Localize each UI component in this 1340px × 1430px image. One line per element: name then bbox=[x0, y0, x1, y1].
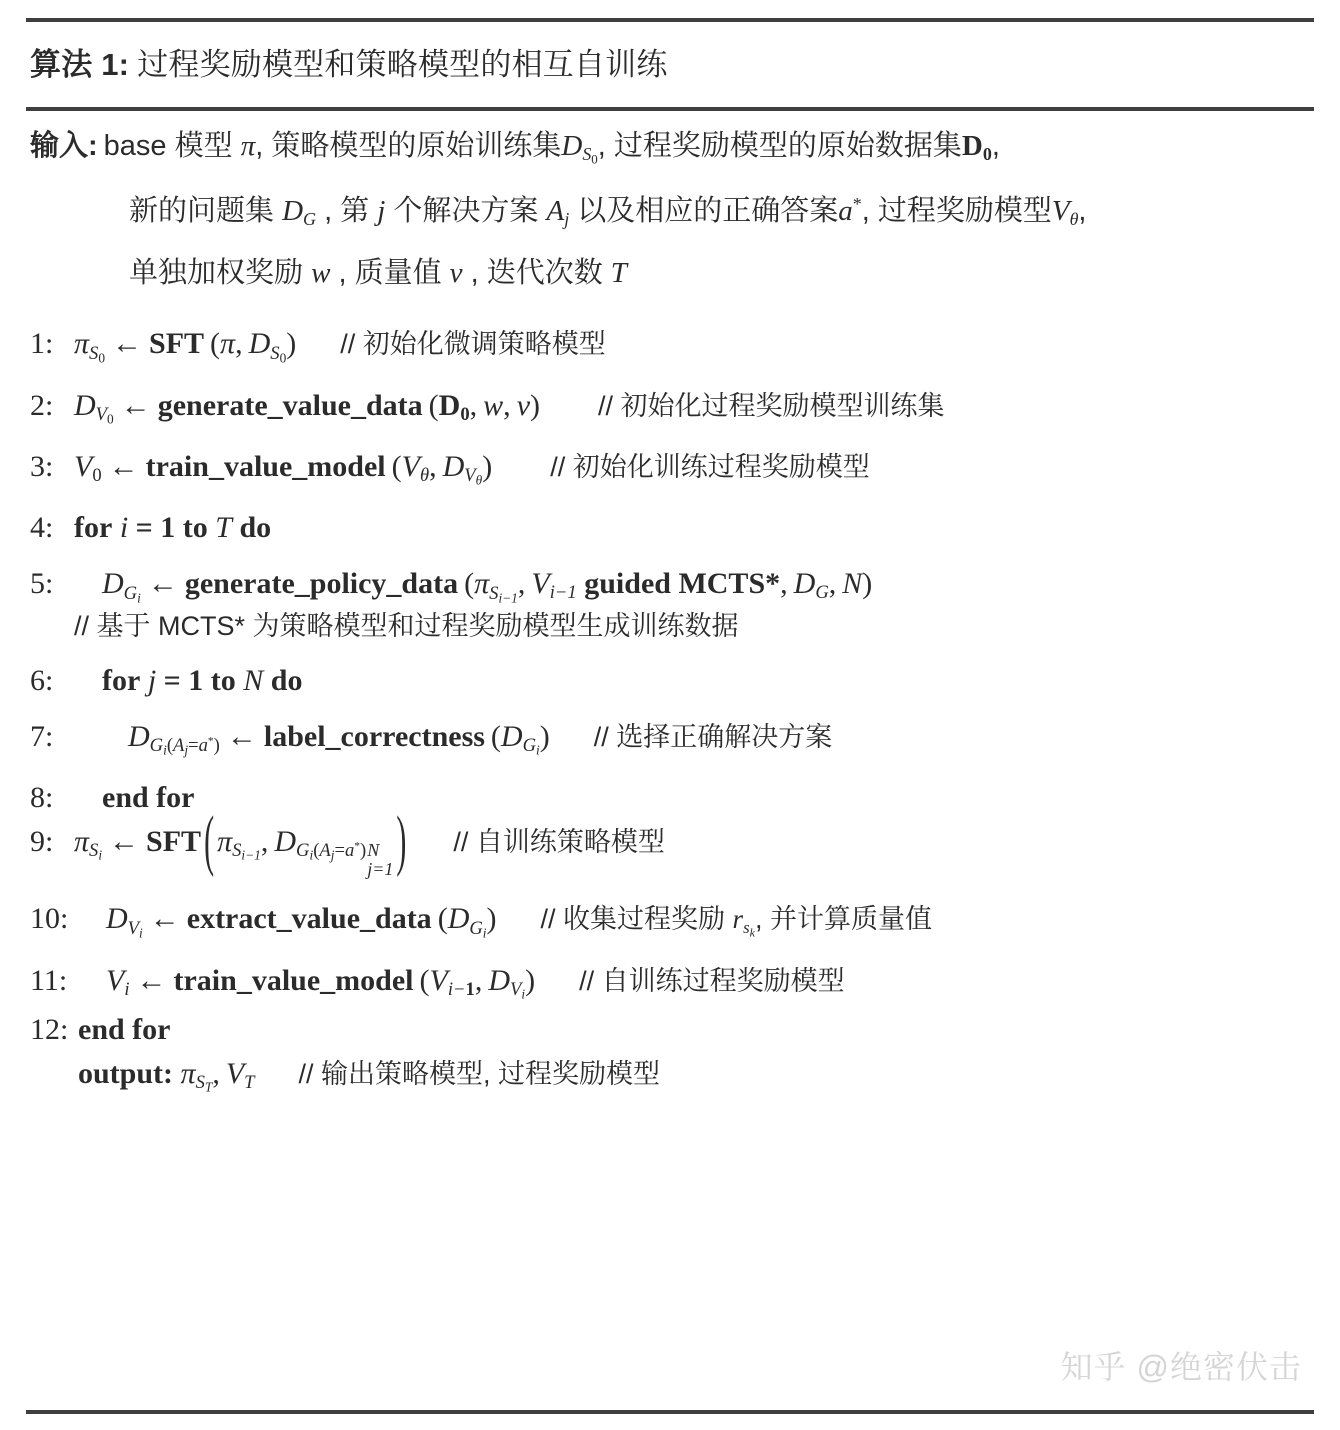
spacer bbox=[26, 878, 1314, 904]
step-line-5-comment-row bbox=[26, 610, 1314, 641]
step-line-4 bbox=[26, 513, 1314, 543]
step-number-8: 8: bbox=[30, 781, 54, 815]
input-text-2a: 新的问题集 bbox=[129, 195, 275, 228]
mcts-label-1: MCTS* bbox=[678, 567, 781, 601]
for-keyword-2: for bbox=[102, 663, 141, 697]
step-code-11: $V_i$ ← train_value_model ($V_{i-1}$, $D_{V_i}$) bbox=[106, 963, 536, 1002]
to-keyword-1: to bbox=[182, 511, 208, 545]
j-symbol-1: j bbox=[377, 195, 386, 228]
arrow-icon: ← bbox=[108, 450, 139, 484]
spacer bbox=[26, 365, 1314, 391]
step-number-12: 12: bbox=[30, 1013, 69, 1047]
input-text-2c: 个解决方案 bbox=[393, 195, 539, 228]
input-line-3 bbox=[26, 258, 1314, 288]
input-line-2 bbox=[26, 195, 1314, 229]
step-code-3: $V_0$ ← train_value_model ($V_\theta$, $D_{V_\theta}$) bbox=[74, 450, 493, 489]
w-symbol-1: w bbox=[311, 257, 331, 290]
arrow-icon: ← bbox=[120, 388, 151, 422]
input-block bbox=[26, 111, 1314, 288]
spacer bbox=[26, 426, 1314, 452]
page-title: 过程奖励模型和策略模型的相互自训练 bbox=[137, 47, 668, 82]
step-code-4: for i = 1 to T do bbox=[74, 511, 272, 545]
arrow-icon: ← bbox=[109, 825, 140, 859]
to-keyword-2: to bbox=[210, 663, 236, 697]
spacer bbox=[26, 940, 1314, 966]
guided-keyword: guided bbox=[584, 567, 671, 601]
step-line-11 bbox=[26, 963, 1314, 1002]
n-j-limits: N j=1 bbox=[367, 840, 394, 880]
pi-symbol-1: π bbox=[240, 130, 256, 162]
train-value-model-label-2: train_value_model bbox=[173, 963, 414, 997]
step-number-7: 7: bbox=[30, 719, 54, 753]
rule-bottom bbox=[26, 1410, 1314, 1414]
a-j-symbol-1: $A_j$ bbox=[546, 195, 570, 230]
d-s0-symbol: $D_{S_0}$ bbox=[561, 130, 598, 167]
spacer bbox=[26, 1001, 1314, 1015]
spacer bbox=[26, 757, 1314, 783]
step-code-5: $D_{G_i}$ ← generate_policy_data ($\pi_{S_{i-1}}$, $V_{i-1}$ guided MCTS*, $D_G$, N) bbox=[102, 567, 873, 606]
do-keyword-2: do bbox=[270, 663, 303, 697]
input-text-2b: , 第 bbox=[324, 195, 370, 228]
step-comment-10-part1: // 收集过程奖励 bbox=[540, 904, 726, 935]
step-comment-10-part2: , 并计算质量值 bbox=[754, 904, 932, 935]
output-line bbox=[26, 1059, 1314, 1094]
algorithm-card bbox=[0, 18, 1340, 1430]
step-comment-2: // 初始化过程奖励模型训练集 bbox=[598, 390, 945, 421]
step-comment-11: // 自训练过程奖励模型 bbox=[579, 965, 845, 996]
label-correctness-label: label_correctness bbox=[263, 719, 485, 753]
algorithm-title-label: 算法 1: bbox=[30, 47, 130, 82]
output-code: output: $\pi_{S_T}$, $V_T$ bbox=[78, 1057, 255, 1096]
for-keyword-1: for bbox=[74, 511, 113, 545]
arrow-icon: ← bbox=[149, 902, 180, 936]
input-line-2-text bbox=[129, 195, 1086, 229]
arrow-icon: ← bbox=[147, 567, 178, 601]
input-text-2f: , bbox=[1078, 195, 1087, 228]
sft-label-2: SFT bbox=[146, 825, 202, 859]
step-line-9 bbox=[26, 803, 1314, 880]
step-comment-5: // 基于 MCTS* 为策略模型和过程奖励模型生成训练数据 bbox=[74, 610, 739, 641]
input-text-2e: , 过程奖励模型 bbox=[861, 195, 1052, 228]
step-line-6 bbox=[26, 663, 1314, 697]
end-for-keyword-1: end for bbox=[102, 781, 195, 815]
watermark: 知乎 @绝密伏击 bbox=[1060, 1349, 1302, 1385]
step-code-7: $D_{G_i(A_j=a^*)}$ ← label_correctness $(D_{G_i})$ bbox=[128, 719, 550, 758]
step-comment-1: // 初始化微调策略模型 bbox=[340, 329, 606, 360]
input-text-3a: 单独加权奖励 bbox=[129, 257, 304, 290]
sft-label-1: SFT bbox=[149, 327, 205, 361]
t-symbol-1: T bbox=[610, 257, 627, 290]
step-comment-10: // 收集过程奖励 $r_{s_k}$, 并计算质量值 bbox=[540, 904, 932, 940]
step-comment-7: // 选择正确解决方案 bbox=[593, 721, 833, 752]
step-number-5: 5: bbox=[30, 567, 54, 601]
train-value-model-label-1: train_value_model bbox=[145, 450, 386, 484]
input-line-1-text bbox=[104, 131, 1000, 166]
step-number-9: 9: bbox=[30, 825, 54, 859]
step-line-1 bbox=[26, 329, 1314, 364]
step-line-8 bbox=[26, 783, 1314, 813]
step-number-10: 10: bbox=[30, 902, 69, 936]
output-label: output: bbox=[78, 1057, 174, 1091]
step-line-10 bbox=[26, 904, 1314, 939]
spacer bbox=[26, 640, 1314, 666]
input-text-1d: , 过程奖励模型的原始数据集 bbox=[597, 130, 962, 162]
extract-value-data-label: extract_value_data bbox=[186, 902, 432, 936]
d0-symbol: $D_0$ bbox=[961, 130, 992, 165]
input-label: 输入: bbox=[30, 130, 98, 162]
step-line-7 bbox=[26, 719, 1314, 758]
v-symbol-1: v bbox=[449, 257, 463, 290]
step-code-12 bbox=[78, 1015, 171, 1045]
spacer bbox=[26, 487, 1314, 513]
step-code-2: $D_{V_0}$ ← generate_value_data ($D_0$, w, v) bbox=[74, 388, 541, 427]
arrow-icon: ← bbox=[226, 719, 257, 753]
base-word: base bbox=[103, 130, 167, 162]
step-code-9: $\pi_{S_i}$ ← SFT ( $\pi_{S_{i-1}}$, $D_{G_i(A_j=a^*)}$ N j=1 ) bbox=[74, 803, 407, 880]
step-comment-9: // 自训练策略模型 bbox=[453, 827, 665, 858]
step-code-10: $D_{V_i}$ ← extract_value_data $(D_{G_i})$ bbox=[106, 902, 497, 941]
step-code-8 bbox=[74, 783, 195, 813]
output-comment: // 输出策略模型, 过程奖励模型 bbox=[298, 1059, 661, 1090]
step-number-3: 3: bbox=[30, 450, 54, 484]
step-number-6: 6: bbox=[30, 663, 54, 697]
a-star-symbol-1: a* bbox=[838, 194, 862, 228]
step-line-5 bbox=[26, 569, 1314, 604]
input-text-3b: , 质量值 bbox=[338, 257, 442, 290]
algorithm-steps bbox=[26, 317, 1314, 1094]
generate-policy-data-label: generate_policy_data bbox=[184, 567, 459, 601]
model-word-1: 模型 bbox=[174, 130, 233, 162]
step-number-4: 4: bbox=[30, 511, 54, 545]
step-line-12 bbox=[26, 1015, 1314, 1045]
v-theta-symbol-1: $V_\theta$ bbox=[1051, 195, 1079, 230]
input-text-1e: , bbox=[991, 130, 1000, 162]
input-line-1 bbox=[26, 131, 1314, 166]
input-text-2d: 以及相应的正确答案 bbox=[577, 195, 839, 228]
step-line-3 bbox=[26, 452, 1314, 487]
d-g-symbol-1: $D_G$ bbox=[282, 195, 317, 230]
do-keyword-1: do bbox=[239, 511, 272, 545]
arrow-icon: ← bbox=[136, 963, 167, 997]
step-number-1: 1: bbox=[30, 327, 54, 361]
input-line-3-text bbox=[129, 258, 627, 288]
generate-value-data-label: generate_value_data bbox=[157, 388, 423, 422]
input-text-3c: , 迭代次数 bbox=[470, 257, 603, 290]
step-line-2 bbox=[26, 388, 1314, 427]
arrow-icon: ← bbox=[112, 327, 143, 361]
step-comment-3: // 初始化训练过程奖励模型 bbox=[550, 452, 870, 483]
input-text-1c: , 策略模型的原始训练集 bbox=[255, 130, 562, 162]
spacer bbox=[26, 696, 1314, 722]
step-number-11: 11: bbox=[30, 963, 68, 997]
algorithm-title-row bbox=[26, 22, 1314, 98]
end-for-keyword-2: end for bbox=[78, 1013, 171, 1047]
step-code-1: $\pi_{S_0}$ ← SFT (π, $D_{S_0}$) bbox=[74, 327, 297, 366]
step-code-6: for j = 1 to N do bbox=[102, 663, 303, 697]
step-number-2: 2: bbox=[30, 388, 54, 422]
spacer bbox=[26, 543, 1314, 569]
